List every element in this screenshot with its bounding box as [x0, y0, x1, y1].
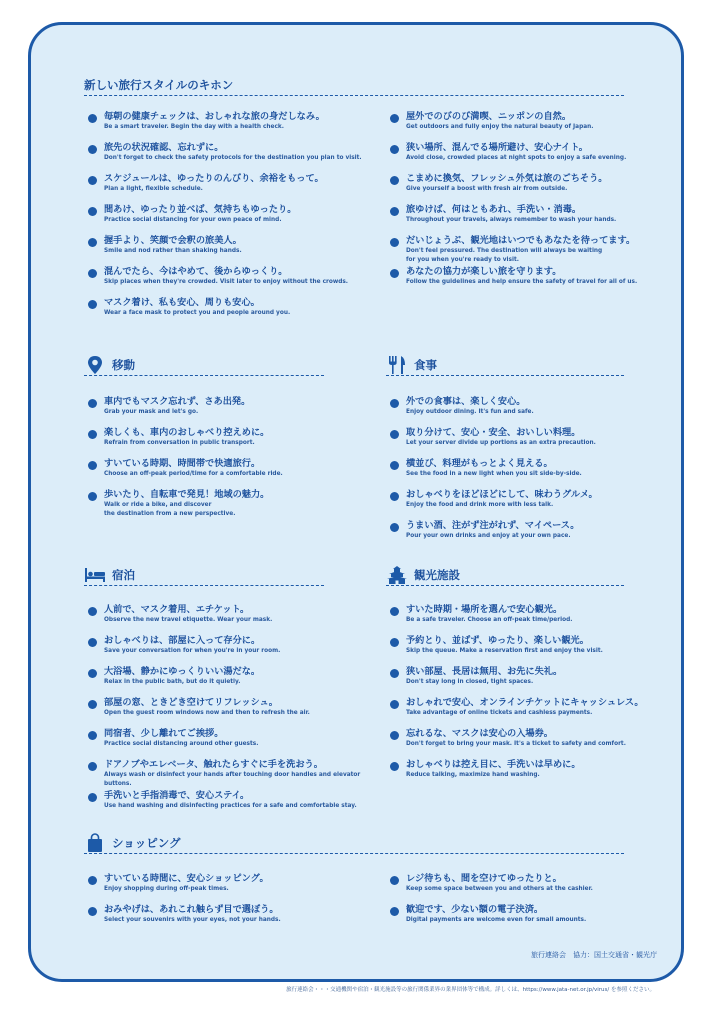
item-text-jp: 屋外でのびのび満喫、ニッポンの自然。 [406, 111, 572, 122]
list-item [88, 296, 388, 327]
item-text-en: Be a safe traveler. Choose an off-peak time/period. [406, 617, 573, 623]
bullet-dot [390, 607, 399, 616]
bullet-dot [390, 907, 399, 916]
bullet-dot [88, 876, 97, 885]
item-text-en: Be a smart traveler. Begin the day with a health check. [104, 124, 284, 130]
item-text-en: Wear a face mask to protect you and people around you. [104, 310, 291, 316]
footer-note: 旅行連絡会・・・交通機関や宿泊・観光施設等の旅行関係業界の業界団体等で構成。詳しくは、https://www.jata-net.or.jp/virus/ を参照ください。 [286, 987, 655, 993]
list-item [88, 758, 383, 789]
item-text-jp: 旅ゆけば、何はともあれ、手洗い・消毒。 [406, 204, 582, 215]
item-text-jp: 歩いたり、自転車で発見！地域の魅力。 [104, 489, 270, 500]
bullet-dot [88, 238, 97, 247]
item-text-jp: 手洗いと手指消毒で、安心ステイ。 [104, 790, 250, 801]
list-item [88, 234, 388, 265]
item-text-jp: おしゃべりをほどほどにして、味わうグルメ。 [406, 489, 598, 500]
list-item [88, 603, 383, 634]
section-header-kihon [84, 74, 624, 96]
bullet-dot [390, 145, 399, 154]
bullet-dot [88, 430, 97, 439]
section-title-kankou: 観光施設 [414, 567, 460, 582]
item-text-jp: 楽しくも、車内のおしゃべり控えめに。 [104, 427, 270, 438]
list-item [390, 488, 680, 519]
item-text-en: Walk or ride a bike, and discover the destination from a new perspective. [104, 502, 236, 517]
section-header-shopping [84, 832, 624, 854]
list-item [88, 110, 388, 141]
item-text-jp: ドアノブやエレベータ、触れたらすぐに手を洗おう。 [104, 759, 323, 770]
item-text-en: Skip places when they're crowded. Visit later to enjoy without the crowds. [104, 279, 348, 285]
section-header-kankou [386, 564, 624, 586]
list-item [88, 634, 383, 665]
list-item [88, 903, 383, 934]
item-text-en: See the food in a new light when you sit side-by-side. [406, 471, 582, 477]
item-text-en: Open the guest room windows now and then to refresh the air. [104, 710, 310, 716]
item-text-en: Observe the new travel etiquette. Wear your mask. [104, 617, 273, 623]
list-item [390, 265, 690, 296]
item-text-en: Pour your own drinks and enjoy at your own pace. [406, 533, 571, 539]
list-item [390, 172, 690, 203]
credit-line: 旅行連絡会 協力：国土交通省・観光庁 [531, 951, 657, 959]
item-text-jp: すいている時期、時間帯で快適旅行。 [104, 458, 261, 469]
item-text-en: Throughout your travels, always remember to wash your hands. [406, 217, 617, 223]
item-text-jp: だいじょうぶ、観光地はいつでもあなたを待ってます。 [406, 235, 636, 246]
item-text-jp: おしゃべりは、部屋に入って存分に。 [104, 635, 261, 646]
list-item [88, 203, 388, 234]
item-text-jp: すいた時期・場所を選んで安心観光。 [406, 604, 563, 615]
section-title-kihon: 新しい旅行スタイルのキホン [84, 77, 234, 92]
item-text-jp: 握手より、笑顔で会釈の旅美人。 [104, 235, 242, 246]
bullet-dot [390, 114, 399, 123]
item-text-jp: 取り分けて、安心・安全、おいしい料理。 [406, 427, 581, 438]
item-text-en: Smile and nod rather than shaking hands. [104, 248, 242, 254]
item-text-jp: 横並び、料理がもっとよく見える。 [406, 458, 553, 469]
bullet-dot [390, 238, 399, 247]
list-item [390, 426, 680, 457]
bullet-dot [390, 523, 399, 532]
bullet-dot [390, 269, 399, 278]
item-text-jp: レジ待ちも、間を空けてゆったりと。 [406, 873, 562, 884]
bullet-dot [390, 207, 399, 216]
item-text-jp: 部屋の窓、ときどき空けてリフレッシュ。 [104, 697, 278, 708]
bullet-dot [390, 399, 399, 408]
bullet-dot [88, 114, 97, 123]
item-text-jp: 毎朝の健康チェックは、おしゃれな旅の身だしなみ。 [104, 111, 325, 122]
item-text-jp: 大浴場、静かにゆっくりいい湯だな。 [104, 666, 261, 677]
bullet-dot [88, 145, 97, 154]
item-text-en: Always wash or disinfect your hands after touching door handles and elevator buttons. [104, 772, 361, 787]
list-item [88, 172, 388, 203]
kankou-list [390, 603, 680, 789]
bullet-dot [390, 731, 399, 740]
item-text-en: Get outdoors and fully enjoy the natural beauty of Japan. [406, 124, 594, 130]
item-text-jp: 外での食事は、楽しく安心。 [406, 396, 526, 407]
list-item [390, 203, 690, 234]
list-item [88, 872, 383, 903]
list-item [88, 395, 378, 426]
item-text-en: Give yourself a boost with fresh air from outside. [406, 186, 568, 192]
list-item [390, 872, 680, 903]
section-header-idou [84, 354, 324, 376]
bullet-dot [88, 176, 97, 185]
shokuji-list [390, 395, 680, 550]
item-text-jp: マスク着け、私も安心、周りも安心。 [104, 297, 260, 308]
list-item [88, 696, 383, 727]
list-item [390, 457, 680, 488]
item-text-jp: 車内でもマスク忘れず、さあ出発。 [104, 396, 251, 407]
shopping-bag-icon [84, 833, 106, 853]
bullet-dot [390, 638, 399, 647]
item-text-jp: 人前で、マスク着用、エチケット。 [104, 604, 250, 615]
list-item [390, 634, 680, 665]
list-item [390, 110, 690, 141]
list-item [88, 665, 383, 696]
bullet-dot [390, 492, 399, 501]
item-text-en: Choose an off-peak period/time for a comfortable ride. [104, 471, 283, 477]
list-item [390, 696, 680, 727]
item-text-jp: あなたの協力が楽しい旅を守ります。 [406, 266, 562, 277]
item-text-jp: 旅先の状況確認、忘れずに。 [104, 142, 224, 153]
bullet-dot [390, 876, 399, 885]
item-text-en: Avoid close, crowded places at night spots to enjoy a safe evening. [406, 155, 627, 161]
item-text-en: Use hand washing and disinfecting practices for a safe and comfortable stay. [104, 803, 357, 809]
item-text-en: Reduce talking, maximize hand washing. [406, 772, 540, 778]
list-item [390, 603, 680, 634]
bullet-dot [390, 461, 399, 470]
list-item [88, 488, 378, 519]
item-text-en: Don't feel pressured. The destination will always be waiting for you when you're ready to visit. [406, 248, 603, 263]
section-title-shokuji: 食事 [414, 357, 437, 372]
item-text-jp: 混んでたら、今はやめて、後からゆっくり。 [104, 266, 288, 277]
item-text-en: Save your conversation for when you're in your room. [104, 648, 281, 654]
item-text-en: Let your server divide up portions as an extra precaution. [406, 440, 596, 446]
bullet-dot [88, 762, 97, 771]
section-header-shokuji [386, 354, 624, 376]
item-text-en: Plan a light, flexible schedule. [104, 186, 203, 192]
item-text-en: Don't forget to bring your mask. It's a ticket to safety and comfort. [406, 741, 626, 747]
bullet-dot [88, 669, 97, 678]
list-item [390, 903, 680, 934]
item-text-en: Don't forget to check the safety protocols for the destination you plan to visit. [104, 155, 362, 161]
bullet-dot [390, 762, 399, 771]
item-text-jp: おしゃべりは控え目に、手洗いは早めに。 [406, 759, 581, 770]
section-title-idou: 移動 [112, 357, 135, 372]
list-item [88, 141, 388, 172]
bullet-dot [88, 207, 97, 216]
item-text-en: Skip the queue. Make a reservation first and enjoy the visit. [406, 648, 603, 654]
bullet-dot [88, 269, 97, 278]
list-item [88, 789, 383, 820]
item-text-en: Take advantage of online tickets and cashless payments. [406, 710, 593, 716]
idou-list [88, 395, 378, 519]
list-item [88, 265, 388, 296]
castle-icon [386, 565, 408, 585]
bullet-dot [88, 638, 97, 647]
item-text-jp: 狭い部屋、長居は無用、お先に失礼。 [406, 666, 563, 677]
list-item [390, 395, 680, 426]
kihon-right-list [390, 110, 690, 296]
bullet-dot [88, 731, 97, 740]
list-item [88, 457, 378, 488]
item-text-jp: 狭い場所、混んでる場所避け、安心ナイト。 [406, 142, 588, 153]
item-text-en: Refrain from conversation in public transport. [104, 440, 255, 446]
list-item [390, 519, 680, 550]
section-title-shopping: ショッピング [112, 835, 181, 850]
item-text-jp: おみやげは、あれこれ触らず目で選ぼう。 [104, 904, 279, 915]
item-text-en: Enjoy the food and drink more with less talk. [406, 502, 554, 508]
bullet-dot [88, 399, 97, 408]
bed-icon [84, 565, 106, 585]
item-text-en: Practice social distancing for your own peace of mind. [104, 217, 282, 223]
bullet-dot [88, 461, 97, 470]
item-text-en: Don't stay long in closed, tight spaces. [406, 679, 534, 685]
item-text-en: Grab your mask and let's go. [104, 409, 199, 415]
bullet-dot [88, 492, 97, 501]
item-text-en: Enjoy shopping during off-peak times. [104, 886, 229, 892]
item-text-en: Keep some space between you and others at the cashier. [406, 886, 593, 892]
map-pin-icon [84, 355, 106, 375]
kihon-left-list [88, 110, 388, 327]
list-item [390, 727, 680, 758]
item-text-jp: 間あけ、ゆったり並べば、気持ちもゆったり。 [104, 204, 297, 215]
item-text-jp: うまい酒、注がず注がれず、マイペース。 [406, 520, 580, 531]
item-text-jp: 忘れるな、マスクは安心の入場券。 [406, 728, 553, 739]
bullet-dot [88, 300, 97, 309]
item-text-jp: 予約とり、並ばず、ゆったり、楽しい観光。 [406, 635, 589, 646]
bullet-dot [390, 176, 399, 185]
item-text-jp: こまめに換気、フレッシュ外気は旅のごちそう。 [406, 173, 608, 184]
fork-knife-icon [386, 355, 408, 375]
item-text-en: Follow the guidelines and help ensure the safety of travel for all of us. [406, 279, 638, 285]
shopping-left-list [88, 872, 383, 934]
list-item [390, 141, 690, 172]
list-item [88, 426, 378, 457]
shopping-right-list [390, 872, 680, 934]
bullet-dot [88, 907, 97, 916]
section-header-shukuhaku [84, 564, 324, 586]
list-item [390, 665, 680, 696]
list-item [390, 234, 690, 265]
item-text-en: Relax in the public bath, but do it quietly. [104, 679, 241, 685]
item-text-en: Enjoy outdoor dining. It's fun and safe. [406, 409, 534, 415]
item-text-jp: おしゃれで安心、オンラインチケットにキャッシュレス。 [406, 697, 644, 708]
bullet-dot [88, 793, 97, 802]
bullet-dot [88, 607, 97, 616]
item-text-en: Select your souvenirs with your eyes, not your hands. [104, 917, 281, 923]
item-text-jp: すいている時間に、安心ショッピング。 [104, 873, 269, 884]
item-text-en: Digital payments are welcome even for small amounts. [406, 917, 587, 923]
item-text-jp: 歓迎です、少ない額の電子決済。 [406, 904, 544, 915]
bullet-dot [390, 700, 399, 709]
bullet-dot [88, 700, 97, 709]
item-text-en: Practice social distancing around other guests. [104, 741, 259, 747]
list-item [390, 758, 680, 789]
bullet-dot [390, 430, 399, 439]
section-title-shukuhaku: 宿泊 [112, 567, 135, 582]
item-text-jp: スケジュールは、ゆったりのんびり、余裕をもって。 [104, 173, 324, 184]
list-item [88, 727, 383, 758]
shukuhaku-list [88, 603, 383, 820]
item-text-jp: 同宿者、少し離れてご挨拶。 [104, 728, 224, 739]
bullet-dot [390, 669, 399, 678]
